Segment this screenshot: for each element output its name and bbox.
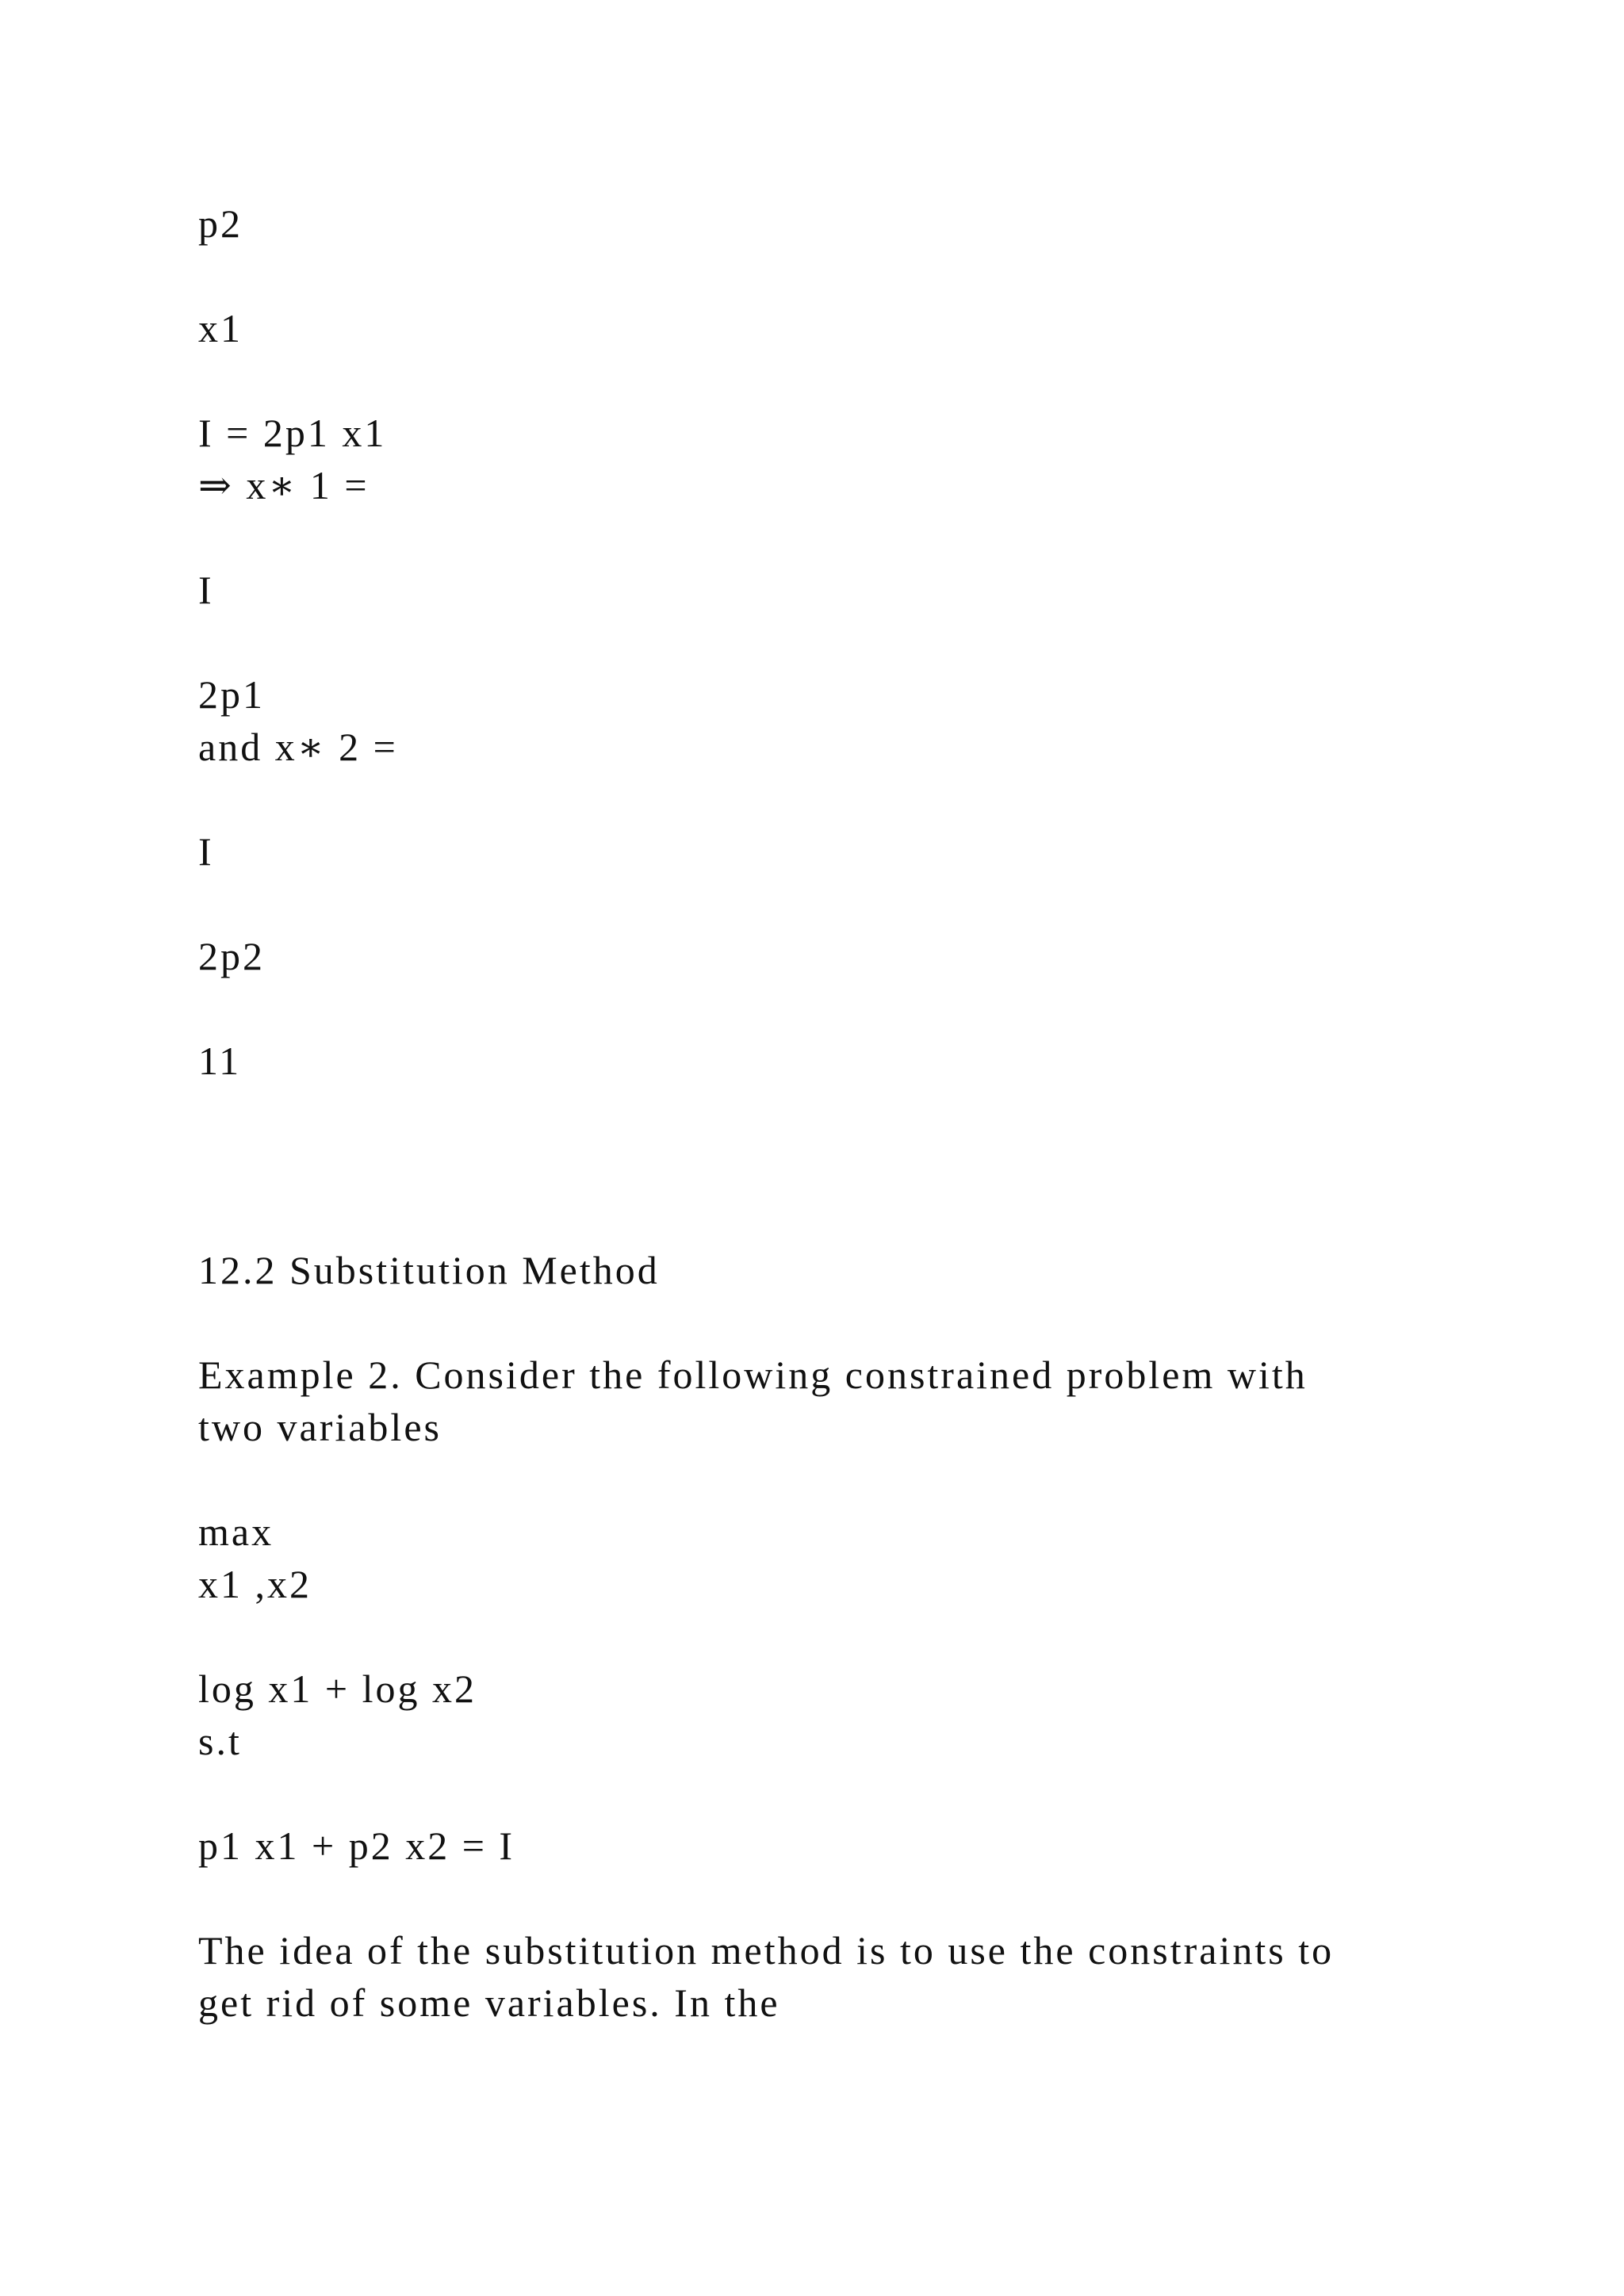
section-heading: 12.2 Substitution Method — [198, 1248, 660, 1292]
equation-budget: I = 2p1 x1 — [198, 411, 387, 455]
paragraph-idea-line-2: get rid of some variables. In the — [198, 1980, 780, 2025]
constraint-equation: p1 x1 + p2 x2 = I — [198, 1823, 515, 1868]
text-line-max: max — [198, 1510, 274, 1554]
text-line-p2: p2 — [198, 201, 243, 246]
paragraph-example-line-2: two variables — [198, 1405, 442, 1449]
paragraph-idea-line-1: The idea of the substitution method is to use the constraints to — [198, 1928, 1335, 1973]
equation-and-x2: and x∗ 2 = — [198, 725, 398, 769]
text-line-variables: x1 ,x2 — [198, 1562, 312, 1606]
paragraph-example-line-1: Example 2. Consider the following constrained problem with — [198, 1353, 1308, 1397]
fraction-denominator-1: 2p1 — [198, 672, 265, 717]
objective-function: log x1 + log x2 — [198, 1667, 477, 1711]
page-number: 11 — [198, 1039, 242, 1083]
fraction-numerator-1: I — [198, 568, 214, 612]
fraction-numerator-2: I — [198, 829, 214, 874]
text-line-subject-to: s.t — [198, 1719, 242, 1763]
text-line-x1: x1 — [198, 306, 243, 350]
fraction-denominator-2: 2p2 — [198, 934, 265, 978]
equation-implies-x1: ⇒ x∗ 1 = — [198, 463, 370, 507]
